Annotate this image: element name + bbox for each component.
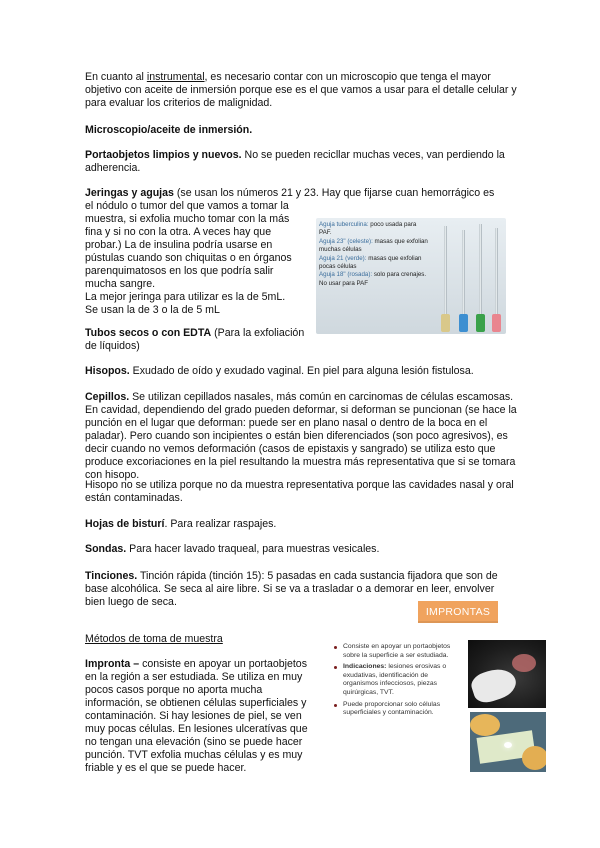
impronta-lesion-photo: [468, 640, 546, 708]
hand-shape-2: [522, 746, 546, 770]
sondas-paragraph: [85, 543, 517, 556]
tinciones-text: Tinción rápida (tinción 15): 5 pasadas en cada sustancia fijadora que son de base alcohólica. Se seca al aire libre. Si se va a trasladar o a demorar en leer, envolver bien luego de seca.: [85, 570, 498, 608]
hisopos-text: Exudado de oído y exudado vaginal. En piel para alguna lesión fistulosa.: [129, 365, 474, 377]
microscopio-heading: Microscopio/aceite de inmersión.: [85, 124, 253, 136]
needle-18: [495, 228, 498, 316]
caption-21-label: Aguja 21 (verde):: [319, 254, 367, 262]
caption-21-text: masas que exfolian pocas células: [319, 254, 422, 271]
lesion-shape: [512, 654, 536, 672]
tubos-text: (Para la exfoliación de líquidos): [85, 327, 305, 352]
caption-tuberculina-label: Aguja tuberculina:: [319, 221, 369, 228]
tinciones-heading: Tinciones.: [85, 570, 138, 582]
jeringas-line-b: La mejor jeringa para utilizar es la de 5mL.: [85, 291, 286, 303]
needle-23: [462, 230, 465, 316]
needles-image: [316, 218, 506, 334]
intro-text-start: En cuanto al: [85, 71, 147, 83]
sondas-heading: Sondas.: [85, 543, 127, 555]
needle-21: [479, 224, 482, 316]
tubos-heading: Tubos secos o con EDTA: [85, 327, 212, 339]
cepillos-heading: Cepillos.: [85, 391, 130, 403]
tubos-paragraph: [85, 327, 310, 353]
jeringas-heading: Jeringas y agujas: [85, 187, 174, 199]
caption-18-text: solo para crenajes. No usar para PAF: [319, 271, 427, 287]
sondas-text: Para hacer lavado traqueal, para muestras vesicales.: [126, 543, 380, 555]
hojas-text: . Para realizar raspajes.: [164, 518, 277, 530]
gloved-hand-shape: [468, 664, 519, 706]
portaobjetos-heading: Portaobjetos limpios y nuevos.: [85, 149, 242, 161]
bullet-text: Puede proporcionar solo células superficiales y contaminación.: [343, 700, 441, 717]
hojas-heading: Hojas de bisturí: [85, 518, 165, 530]
hojas-paragraph: [85, 518, 517, 531]
jeringas-first-line: [85, 187, 517, 200]
impronta-slide-photo: [470, 712, 546, 772]
needle-tuberculina: [444, 226, 447, 316]
bullet-item: [333, 663, 457, 697]
hisopos-heading: Hisopos.: [85, 365, 130, 377]
needles-caption: [319, 221, 429, 288]
needle-hub-21: [476, 314, 485, 332]
impronta-heading: Impronta –: [85, 658, 140, 670]
needle-hub-tuberculina: [441, 314, 450, 332]
cepillos-text: Se utilizan cepillados nasales, más común en carcinomas de células escamosas. En cavidad, dependiendo del grado pueden deformar, si deforman se puncionan (se hace la punción en el lugar que deforman: puede ser en plano nasal o dentro de la boca en el paladar). Pero cuando son incipientes o están bien diferenciados (son poco agresivos), es decir cuando no vemos deformación (casos de epistaxis y sangrado) se utiliza esto que produce excoriaciones en la piel resultando la muestra más representativa que si se tomara con hisopo.: [85, 391, 517, 481]
bullet-item: [333, 701, 457, 718]
caption-23-text: masas que exfolian muchas células: [319, 237, 428, 254]
impronta-bullets: [333, 643, 457, 721]
improntas-banner: IMPRONTAS: [418, 601, 498, 623]
jeringas-line-c: Se usan la de 3 o la de 5 mL: [85, 304, 220, 316]
hand-shape: [470, 714, 500, 736]
cepillos-paragraph-2: Hisopo no se utiliza porque no da muestra representativa porque las cavidades nasal y oral están contaminadas.: [85, 479, 514, 504]
bullet-text: Consiste en apoyar un portaobjetos sobre la superficie a ser estudiada.: [343, 643, 451, 659]
bullet-bold: Indicaciones:: [343, 663, 387, 671]
jeringas-paragraph: el nódulo o tumor del que vamos a tomar la muestra, si exfolia mucho tomar con la más fina y si no con la otra. A veces hay que probar.) La de insulina podría usarse en pústulas cuando son chiquitas o en órganos parenquimatosos en los que podría salir mucha sangre.: [85, 200, 292, 290]
intro-text-end: , es necesario contar con un microscopio que tenga el mayor objetivo con aceite de inmersión porque ese es el que vamos a usar para el detalle celular y para evaluar los criterios de malignidad.: [85, 71, 517, 109]
caption-tuberculina-text: poco usada para PAF.: [319, 221, 417, 237]
portaobjetos-paragraph: [85, 149, 517, 175]
needle-hub-18: [492, 314, 501, 332]
hisopos-paragraph: [85, 365, 517, 378]
caption-18-label: Aguja 18" (rosada):: [319, 271, 373, 279]
intro-paragraph: [85, 71, 517, 110]
bullet-item: [333, 643, 457, 660]
bullet-text: lesiones erosivas o exudativas, identificación de organismos infecciosos, piezas quirúrgicas, TVT.: [343, 663, 447, 696]
portaobjetos-text: No se pueden recicllar muchas veces, van perdiendo la adherencia.: [85, 149, 505, 174]
caption-23-label: Aguja 23" (celeste):: [319, 237, 373, 245]
cepillos-paragraph: [85, 391, 517, 482]
light-spot: [504, 742, 512, 748]
impronta-text: consiste en apoyar un portaobjetos en la región a ser estudiada. Se utiliza en muy pocos casos porque no aporta mucha información, se obtienen células superficiales y contaminación. Si hay lesiones de piel, se ven muy pocas células. En lesiones ulceratívas que no tengan una elevación (sino se puede hacer punción. TVT exfolia muchas células y es muy friable y es el que se puede hacer.: [85, 658, 308, 774]
metodos-heading: Métodos de toma de muestra: [85, 633, 223, 645]
instrumental-link[interactable]: instrumental: [146, 71, 205, 83]
impronta-paragraph: [85, 658, 320, 775]
jeringas-line1: (se usan los números 21 y 23. Hay que fijarse cuan hemorrágico es: [173, 187, 495, 199]
needle-hub-23: [459, 314, 468, 332]
